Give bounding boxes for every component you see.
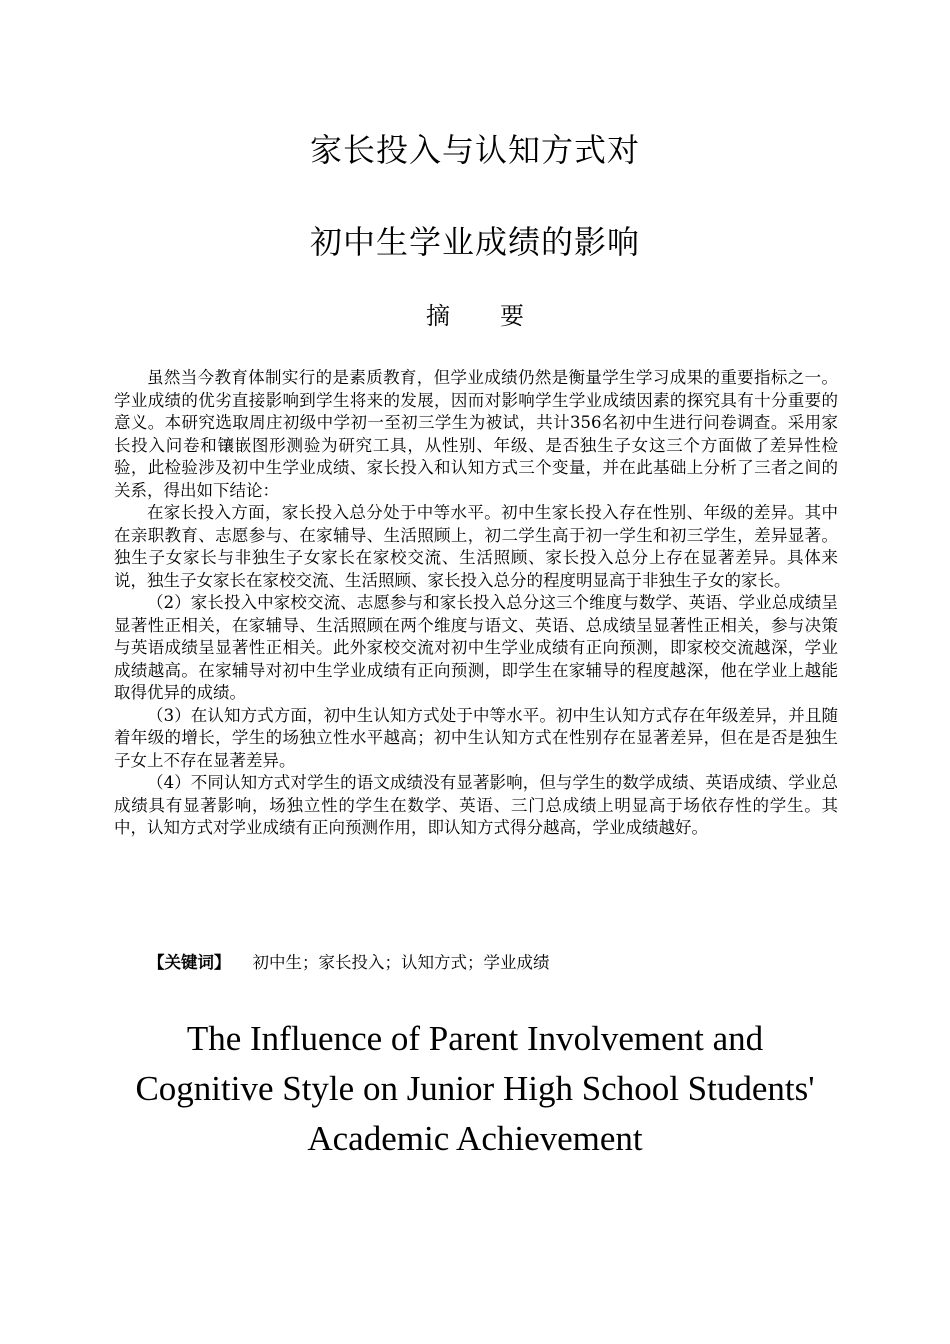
chinese-title-line-2: 初中生学业成绩的影响 (309, 223, 640, 261)
english-title-line-3: Academic Achievement (307, 1119, 643, 1158)
keywords-value: 初中生；家长投入；认知方式；学业成绩 (252, 953, 550, 972)
abstract-heading: 摘要 (426, 302, 574, 330)
keywords-label: 【关键词】 (148, 953, 231, 972)
english-title (100, 1014, 850, 1164)
english-title-line-2: Cognitive Style on Junior High School Students' (135, 1069, 815, 1108)
chinese-title-line-1: 家长投入与认知方式对 (309, 131, 640, 169)
abstract-paragraph-2: 在家长投入方面，家长投入总分处于中等水平。初中生家长投入存在性别、年级的差异。其中在亲职教育、志愿参与、在家辅导、生活照顾上，初二学生高于初一学生和初三学生，差异显著。独生子女家长与非独生子女家长在家校交流、生活照顾、家长投入总分上存在显著差异。具体来说，独生子女家长在家校交流、生活照顾、家长投入总分的程度明显高于非独生子女的家长。 (114, 503, 838, 590)
abstract-paragraph-3: （2）家长投入中家校交流、志愿参与和家长投入总分这三个维度与数学、英语、学业总成绩呈显著性正相关，在家辅导、生活照顾在两个维度与语文、英语、总成绩呈显著性正相关，参与决策与英语成绩呈显著性正相关。此外家校交流对初中生学业成绩有正向预测，即家校交流越深，学业成绩越高。在家辅导对初中生学业成绩有正向预测，即学生在家辅导的程度越深，他在学业上越能取得优异的成绩。 (114, 593, 838, 702)
abstract-paragraph-4: （3）在认知方式方面，初中生认知方式处于中等水平。初中生认知方式存在年级差异，并且随着年级的增长，学生的场独立性水平越高；初中生认知方式在性别存在显著差异，但在是否是独生子女上不存在显著差异。 (114, 705, 838, 770)
english-title-line-1: The Influence of Parent Involvement and (186, 1019, 764, 1058)
abstract-paragraph-5: （4）不同认知方式对学生的语文成绩没有显著影响，但与学生的数学成绩、英语成绩、学业总成绩具有显著影响，场独立性的学生在数学、英语、三门总成绩上明显高于场依存性的学生。其中，认知方式对学业成绩有正向预测作用，即认知方式得分越高，学业成绩越好。 (114, 773, 838, 837)
abstract-body (114, 367, 838, 840)
keywords-line (148, 952, 848, 975)
abstract-paragraph-1: 虽然当今教育体制实行的是素质教育，但学业成绩仍然是衡量学生学习成果的重要指标之一。学业成绩的优劣直接影响到学生将来的发展，因而对影响学生学业成绩因素的探究具有十分重要的意义。本研究选取周庄初级中学初一至初三学生为被试，共计356名初中生进行问卷调查。采用家长投入问卷和镶嵌图形测验为研究工具，从性别、年级、是否独生子女这三个方面做了差异性检验，此检验涉及初中生学业成绩、家长投入和认知方式三个变量，并在此基础上分析了三者之间的关系，得出如下结论： (114, 368, 838, 500)
